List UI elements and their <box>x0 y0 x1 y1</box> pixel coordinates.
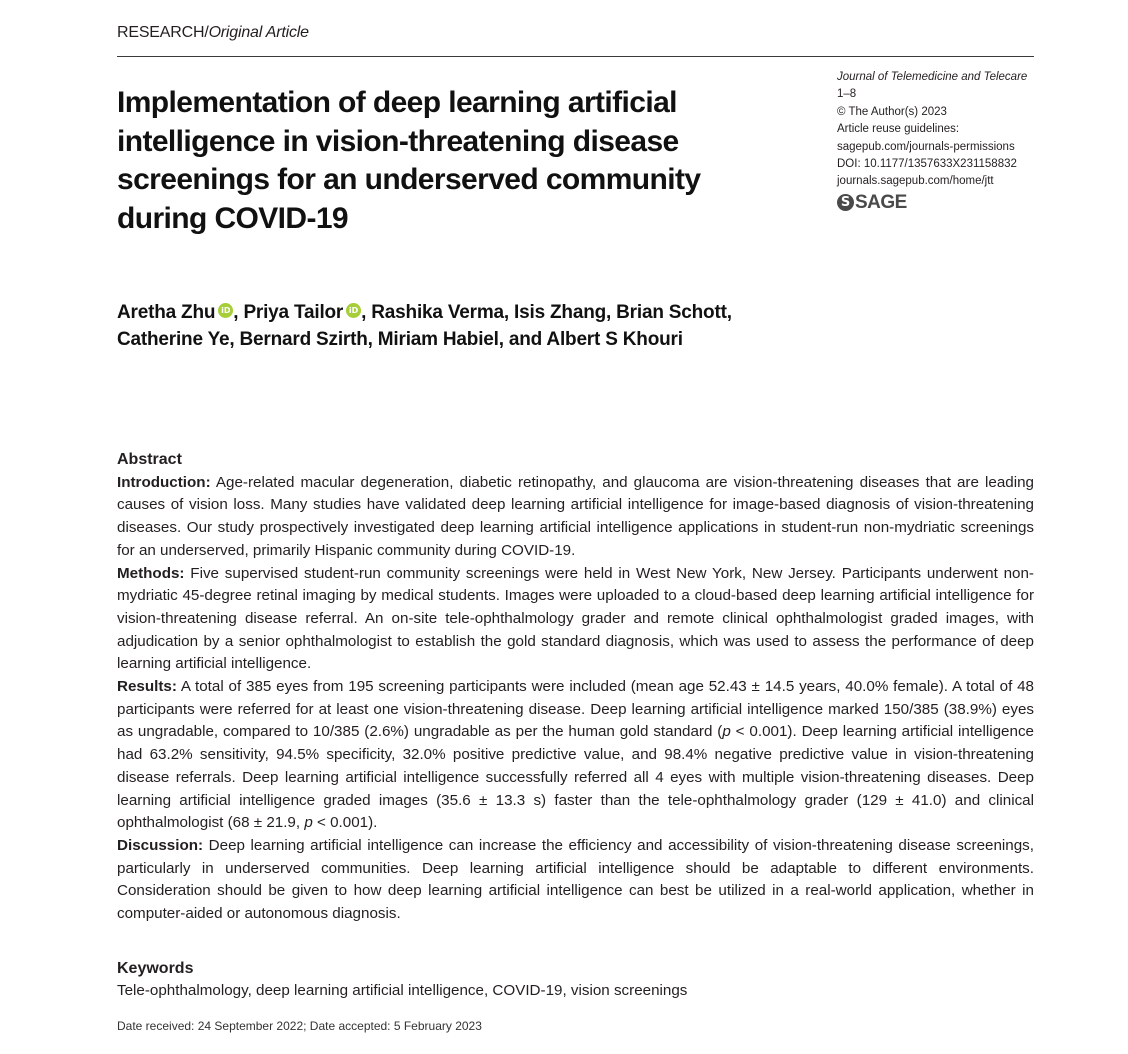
section-separator: / <box>204 24 209 41</box>
received-accepted-dates: Date received: 24 September 2022; Date accepted: 5 February 2023 <box>117 1019 482 1033</box>
doi[interactable]: DOI: 10.1177/1357633X231158832 <box>837 158 1017 171</box>
article-title: Implementation of deep learning artificial intelligence in vision-threatening disease screenings for an underserved community during COVID-19 <box>117 86 701 235</box>
introduction-text: Age-related macular degeneration, diabetic retinopathy, and glaucoma are vision-threatening diseases that are leading causes of vision loss. Many studies have validated deep learning artificial intelligence for image-based diagnosis of vision-threatening diseases. Our study prospectively investigated deep learning artificial intelligence applications in student-run non-mydriatic screenings for an underserved, primarily Hispanic community during COVID-19. <box>117 473 1034 559</box>
journal-link[interactable]: journals.sagepub.com/home/jtt <box>837 175 994 188</box>
sage-logo-icon: S <box>837 194 854 211</box>
section-category: RESEARCH <box>117 24 205 41</box>
journal-name: Journal of Telemedicine and Telecare <box>837 71 1028 83</box>
abstract-methods <box>117 563 1034 677</box>
methods-text: Five supervised student-run community screenings were held in West New York, New Jersey. Participants underwent non-mydriatic 45-degree retinal imaging by medical students. Images were uploaded to a cloud-based deep learning artificial intelligence for vision-threatening disease referral. An on-site tele-ophthalmology grader and remote clinical ophthalmologist graded images, with adjudication by a senior ophthalmologist to establish the gold standard diagnosis, which was used to assess the performance of deep learning artificial intelligence. <box>117 564 1034 673</box>
abstract-introduction <box>117 472 1034 563</box>
abstract-discussion <box>117 835 1034 926</box>
orcid-icon[interactable]: iD <box>346 303 361 318</box>
reuse-label: Article reuse guidelines: <box>837 123 960 136</box>
header-rule <box>117 56 1034 57</box>
abstract-results <box>117 676 1034 835</box>
results-text: < 0.001). Deep learning artificial intelligence had 63.2% sensitivity, 94.5% specificity, 32.0% positive predictive value, and 98.4% negative predictive value in vision-threatening disease referrals. Deep learning artificial intelligence successfully referred all 4 eyes with multiple vision-threatening diseases. Deep learning artificial intelligence graded images (35.6 ± 13.3 s) faster than the tele-ophthalmology grader (129 ± 41.0) and clinical ophthalmologist (68 ± 21.9, <box>117 723 1034 832</box>
author-names: , Rashika Verma, Isis Zhang, Brian Schott, Catherine Ye, Bernard Szirth, Miriam Habiel, and Albert S Khouri <box>117 302 732 350</box>
results-label: Results: <box>117 678 177 696</box>
results-text: < 0.001). <box>312 814 378 832</box>
journal-meta <box>837 69 1037 211</box>
copyright: © The Author(s) 2023 <box>837 105 947 118</box>
abstract-heading: Abstract <box>117 451 182 468</box>
sage-logo <box>837 191 1037 213</box>
discussion-label: Discussion: <box>117 836 204 854</box>
page-range: 1–8 <box>837 88 857 101</box>
results-text: A total of 385 eyes from 195 screening participants were included (mean age 52.43 ± 14.5 years, 40.0% female). A total of 48 participants were referred for at least one vision-threatening disease. Deep learning artificial intelligence marked 150/385 (38.9%) eyes as ungradable, compared to 10/385 (2.6%) ungradable as per the human gold standard ( <box>117 678 1034 741</box>
author-list <box>117 300 767 353</box>
abstract <box>117 449 1034 926</box>
keywords-heading: Keywords <box>117 960 194 977</box>
keywords <box>117 958 1034 1002</box>
orcid-icon[interactable]: iD <box>218 303 233 318</box>
keywords-text: Tele-ophthalmology, deep learning artificial intelligence, COVID-19, vision screenings <box>117 982 688 999</box>
reuse-link[interactable]: sagepub.com/journals-permissions <box>837 140 1015 153</box>
sage-logo-text: SAGE <box>855 191 907 213</box>
methods-label: Methods: <box>117 564 185 582</box>
p-symbol: p <box>304 814 313 832</box>
section-label <box>117 24 309 42</box>
introduction-label: Introduction: <box>117 473 211 491</box>
section-type: Original Article <box>208 24 309 41</box>
p-symbol: p <box>722 723 731 741</box>
discussion-text: Deep learning artificial intelligence can increase the efficiency and accessibility of vision-threatening disease screenings, particularly in underserved communities. Deep learning artificial intelligence should be adaptable to different environments. Consideration should be given to how deep learning artificial intelligence can best be utilized in a real-world application, whether in computer-aided or autonomous diagnosis. <box>117 836 1034 923</box>
author-name: Aretha Zhu <box>117 302 216 323</box>
author-name: , Priya Tailor <box>233 302 344 323</box>
